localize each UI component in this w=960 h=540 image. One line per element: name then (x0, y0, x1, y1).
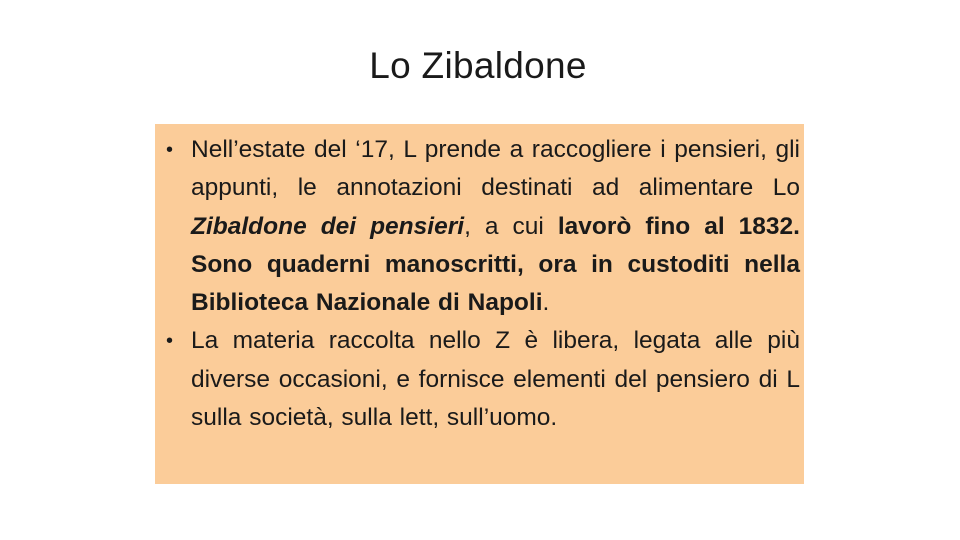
bullet-marker-icon: • (166, 330, 174, 353)
bullet-item-1 (155, 131, 804, 322)
content-box (155, 124, 804, 484)
bullet-list (155, 131, 804, 437)
bullet-2-text: La materia raccolta nello Z è libera, legata alle più diverse occasioni, e fornisce elementi del pensiero di L sulla società, sulla lett, sull’uomo. (191, 327, 800, 432)
bullet-1-text-a: Nell’estate del ‘17, L prende a raccogliere i pensieri, gli appunti, le annotazioni destinati ad alimentare Lo (191, 136, 800, 202)
bullet-1-text-end: . (542, 289, 550, 317)
slide-title: Lo Zibaldone (369, 45, 587, 86)
bullet-1-text-bold: lavorò fino al 1832. Sono quaderni manoscritti, ora in custoditi nella Biblioteca Nazionale di Napoli (191, 212, 800, 317)
bullet-1-text-b: , a cui (464, 212, 558, 240)
bullet-1-work-title: Zibaldone dei pensieri (191, 212, 465, 240)
bullet-item-2 (155, 322, 804, 437)
bullet-marker-icon: • (166, 139, 174, 161)
